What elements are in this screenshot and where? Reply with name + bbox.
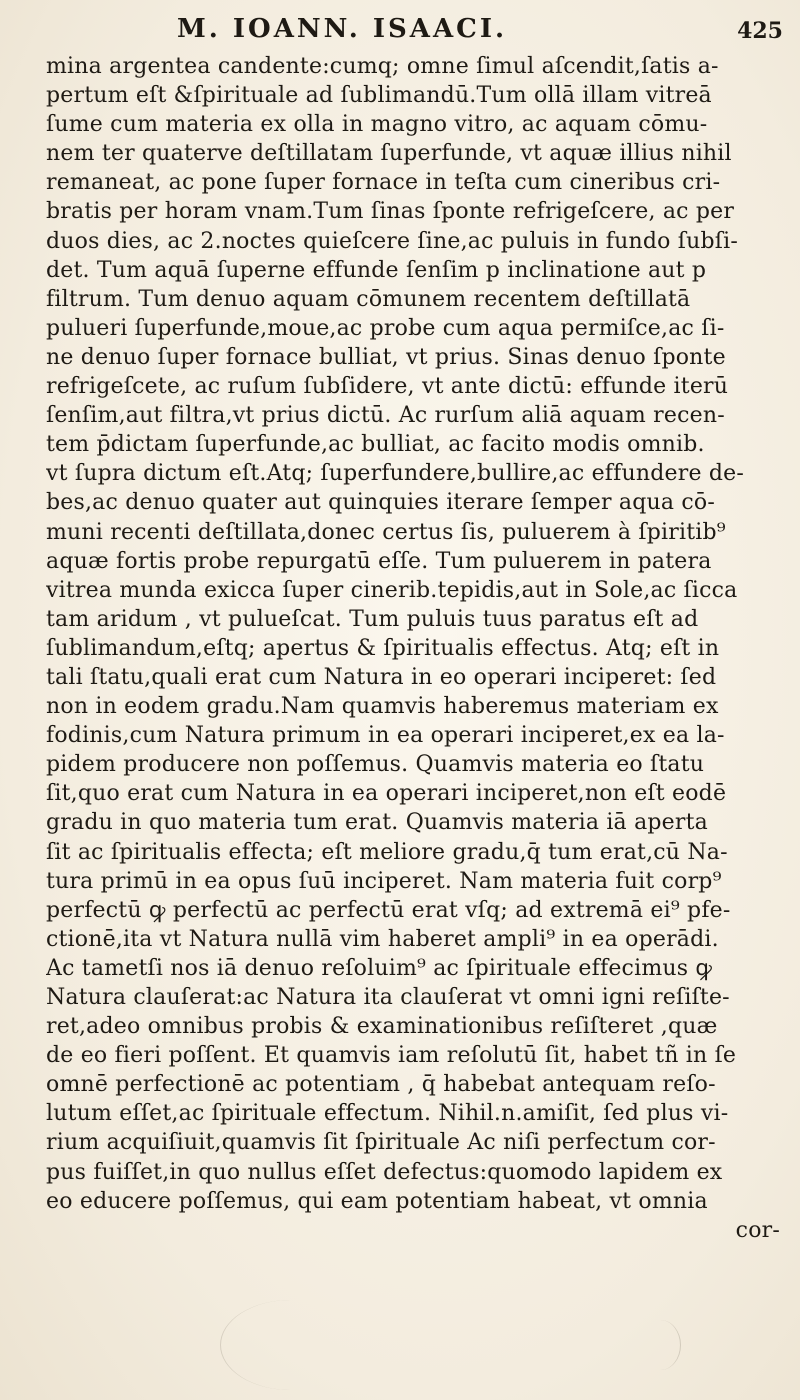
text-line: ne denuo ſuper fornace bulliat, vt prius. Sinas denuo ſponte xyxy=(46,344,726,370)
text-line: pertum eſt &ſpirituale ad ſublimandū.Tum ollā illam vitreā xyxy=(46,83,712,109)
text-line: lutum eſſet,ac ſpirituale effectum. Nihil.n.amiſit, ſed plus vi- xyxy=(46,1101,729,1127)
text-line: ſit ac ſpiritualis effecta; eſt meliore gradu,q̄ tum erat,cū Na- xyxy=(46,839,728,865)
page-header xyxy=(45,14,783,54)
text-line: mina argentea candente:cumq; omne ſimul aſcendit,ſatis a- xyxy=(46,54,719,79)
text-line: muni recenti deſtillata,donec certus ſis, puluerem à ſpiritib⁹ xyxy=(46,519,726,545)
text-line: pus fuiſſet,in quo nullus eſſet defectus:quomodo lapidem ex xyxy=(46,1159,723,1185)
text-line: pulueri ſuperfunde,moue,ac probe cum aqua permiſce,ac ſi- xyxy=(46,315,725,341)
text-line: gradu in quo materia tum erat. Quamvis materia iā aperta xyxy=(46,810,708,836)
text-line: det. Tum aquā ſuperne effunde ſenſim p inclinatione aut p xyxy=(46,257,707,283)
text-line: omnē perfectionē ac potentiam , q̄ habebat antequam reſo- xyxy=(46,1072,716,1098)
text-line: tura primū in ea opus ſuū inciperet. Nam materia fuit corp⁹ xyxy=(46,868,722,894)
text-line: eo educere poſſemus, qui eam potentiam habeat, vt omnia xyxy=(46,1188,708,1214)
text-line: ſenſim,aut filtra,vt prius dictū. Ac rurſum aliā aquam recen- xyxy=(46,403,725,429)
text-line: aquæ fortis probe repurgatū eſſe. Tum puluerem in patera xyxy=(46,548,712,574)
text-line: ctionē,ita vt Natura nullā vim haberet ampli⁹ in ea operādi. xyxy=(46,926,719,952)
text-line: ret,adeo omnibus probis & examinationibus reſiſteret ,quæ xyxy=(46,1014,718,1040)
text-line: ſit,quo erat cum Natura in ea operari inciperet,non eſt eodē xyxy=(46,781,727,807)
text-line: non in eodem gradu.Nam quamvis haberemus materiam ex xyxy=(46,694,719,720)
text-line: tam aridum , vt pulueſcat. Tum puluis tuus paratus eſt ad xyxy=(46,606,699,632)
catchword: cor- xyxy=(735,1217,780,1243)
text-line: perfectū ꝙ perfectū ac perfectū erat vſq; ad extremā ei⁹ pfe- xyxy=(46,897,731,923)
text-line: tem p̄dictam ſuperfunde,ac bulliat, ac facito modis omnib. xyxy=(46,432,705,458)
paper-show-through-mark xyxy=(640,1320,681,1370)
text-line: ſublimandum,eſtq; apertus & ſpiritualis effectus. Atq; eſt in xyxy=(46,635,720,661)
text-line: ſume cum materia ex olla in magno vitro, ac aquam cōmu- xyxy=(46,112,708,138)
body-text xyxy=(46,52,782,1245)
text-line: nem ter quaterve deſtillatam ſuperfunde, vt aquæ illius nihil xyxy=(46,141,732,167)
text-line: pidem producere non poſſemus. Quamvis materia eo ſtatu xyxy=(46,752,705,778)
text-line: Ac tametſi nos iā denuo reſoluim⁹ ac ſpirituale effecimus ꝙ xyxy=(46,955,713,981)
text-line: vitrea munda exicca ſuper cinerib.tepidis,aut in Sole,ac ſicca xyxy=(46,577,738,603)
paper-show-through-mark xyxy=(220,1300,361,1390)
text-line: rium acquiſiuit,quamvis ſit ſpirituale Ac niſi perfectum cor- xyxy=(46,1130,716,1156)
text-line: fodinis,cum Natura primum in ea operari inciperet,ex ea la- xyxy=(46,723,725,749)
text-line: Natura clauſerat:ac Natura ita clauſerat vt omni igni reſiſte- xyxy=(46,985,730,1010)
text-line: duos dies, ac 2.noctes quieſcere ſine,ac puluis in fundo ſubſi- xyxy=(46,228,738,254)
text-line: bes,ac denuo quater aut quinquies iterare ſemper aqua cō- xyxy=(46,490,715,516)
text-line: filtrum. Tum denuo aquam cōmunem recentem deſtillatā xyxy=(46,286,691,312)
text-line: refrigeſcete, ac ruſum ſubſidere, vt ante dictū: effunde iterū xyxy=(46,374,729,400)
text-line: tali ſtatu,quali erat cum Natura in eo operari inciperet: ſed xyxy=(46,664,717,690)
text-line: vt ſupra dictum eſt.Atq; ſuperfundere,bullire,ac effundere de- xyxy=(46,461,744,487)
page-number: 425 xyxy=(737,18,783,44)
running-head: M. IOANN. ISAACI. xyxy=(177,14,508,44)
text-line: remaneat, ac pone ſuper fornace in teſta cum cineribus cri- xyxy=(46,170,721,196)
text-line: de eo fieri poſſent. Et quamvis iam reſolutū ſit, habet tñ in ſe xyxy=(46,1043,737,1069)
text-line: bratis per horam vnam.Tum ſinas ſponte refrigeſcere, ac per xyxy=(46,199,735,225)
